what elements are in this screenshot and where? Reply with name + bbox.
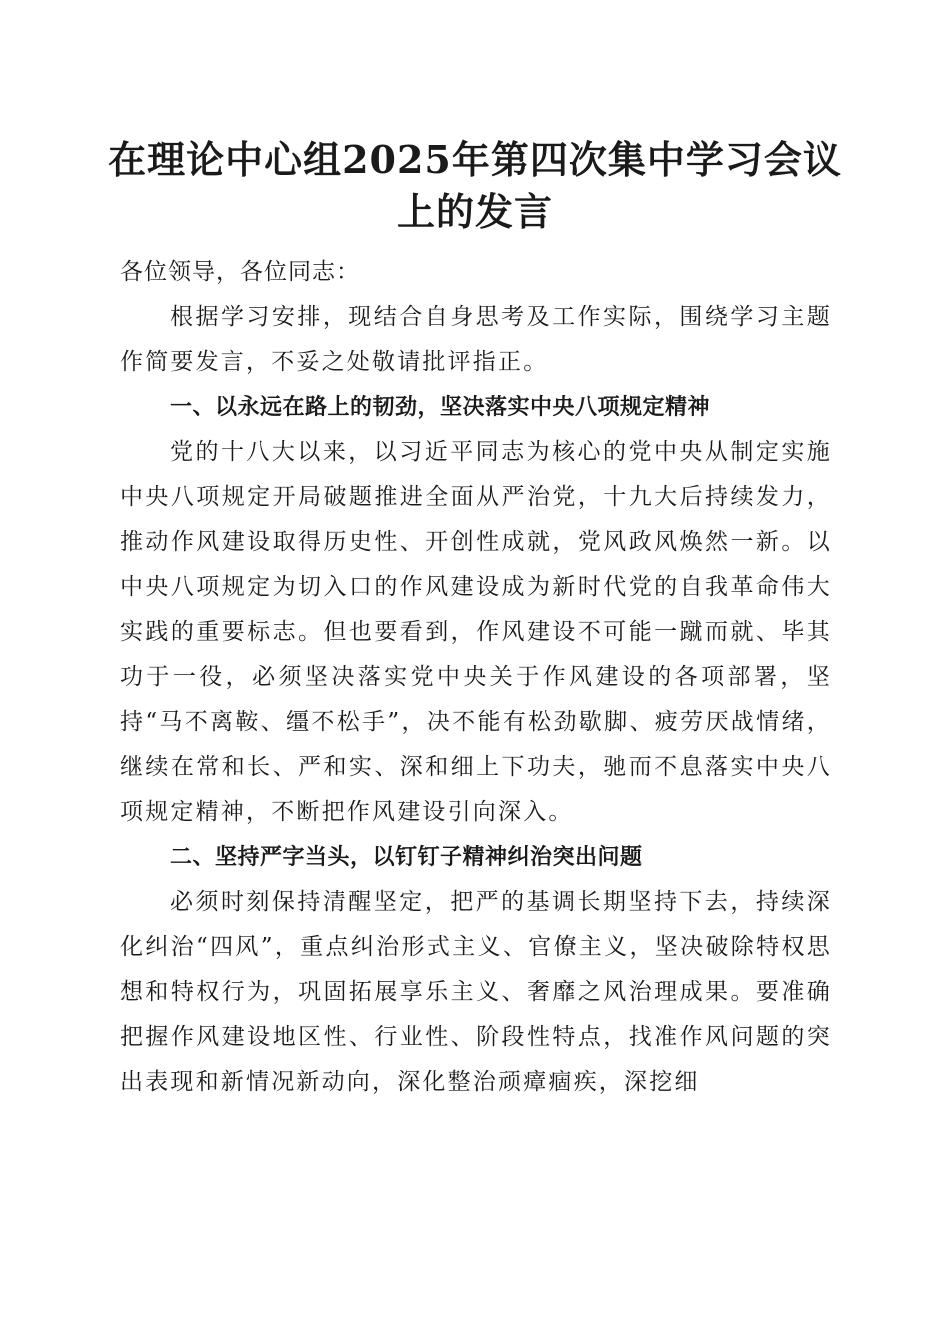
section-paragraph-2: 必须时刻保持清醒坚定，把严的基调长期坚持下去，持续深化纠治“四风”，重点纠治形式主义、官僚主义，坚决破除特权思想和特权行为，巩固拓展享乐主义、奢靡之风治理成果。要准确把握作风建设地区性、行业性、阶段性特点，找准作风问题的突出表现和新情况新动向，深化整治顽瘴痼疾，深挖细	[120, 889, 832, 1095]
section-heading-2: 二、坚持严字当头，以钉钉子精神纠治突出问题	[170, 845, 643, 870]
section-heading-1: 一、以永远在路上的韧劲，坚决落实中央八项规定精神	[170, 395, 711, 420]
document-body	[120, 250, 832, 1105]
intro-paragraph: 根据学习安排，现结合自身思考及工作实际，围绕学习主题作简要发言，不妥之处敬请批评指正。	[120, 304, 832, 375]
section-paragraph-1: 党的十八大以来，以习近平同志为核心的党中央从制定实施中央八项规定开局破题推进全面从严治党，十九大后持续发力，推动作风建设取得历史性、开创性成就，党风政风焕然一新。以中央八项规定为切入口的作风建设成为新时代党的自我革命伟大实践的重要标志。但也要看到，作风建设不可能一蹴而就、毕其功于一役，必须坚决落实党中央关于作风建设的各项部署，坚持“马不离鞍、缰不松手”，决不能有松劲歇脚、疲劳厌战情绪，继续在常和长、严和实、深和细上下功夫，驰而不息落实中央八项规定精神，不断把作风建设引向深入。	[120, 439, 832, 825]
salutation: 各位领导，各位同志：	[120, 259, 360, 285]
document-title: 在理论中心组2025年第四次集中学习会议上的发言	[108, 137, 842, 234]
